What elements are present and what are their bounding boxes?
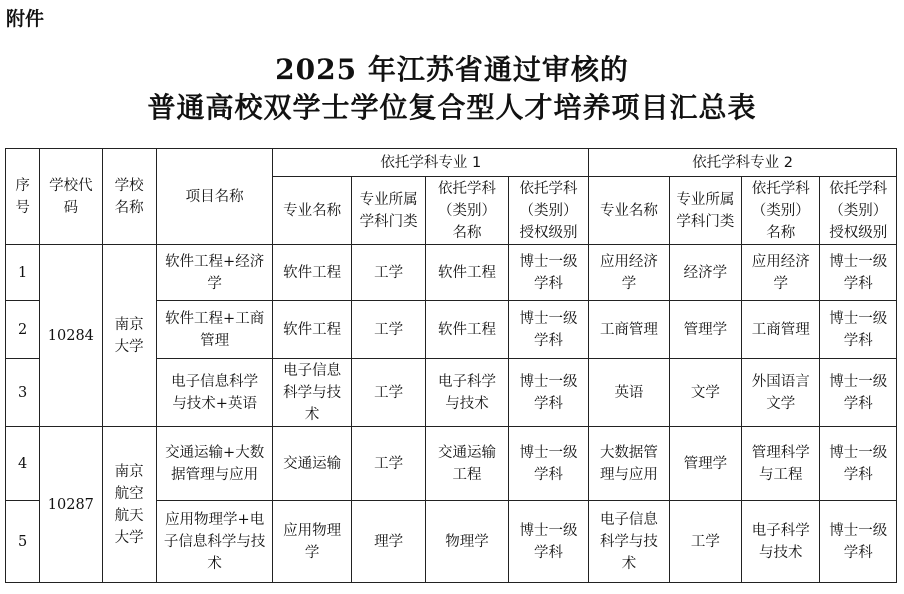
cell-major-2: 应用经济学: [589, 245, 669, 301]
cell-discipline-1: 软件工程: [426, 301, 508, 359]
table-row: [6, 245, 897, 301]
cell-level-2: 博士一级学科: [820, 427, 897, 501]
cell-seq: 3: [6, 359, 40, 427]
cell-school-code: 10287: [40, 427, 102, 583]
header-major-category-2: 专业所属学科门类: [669, 177, 741, 245]
cell-level-2: 博士一级学科: [820, 245, 897, 301]
header-major-name-2: 专业名称: [589, 177, 669, 245]
attachment-label: 附件: [6, 8, 45, 30]
cell-level-1: 博士一级学科: [508, 359, 588, 427]
header-row-groups: [6, 149, 897, 177]
cell-seq: 1: [6, 245, 40, 301]
cell-level-2: 博士一级学科: [820, 501, 897, 583]
cell-major-2: 英语: [589, 359, 669, 427]
cell-category-1: 理学: [351, 501, 425, 583]
header-major-name-1: 专业名称: [273, 177, 351, 245]
cell-discipline-1: 交通运输工程: [426, 427, 508, 501]
cell-project: 交通运输+大数据管理与应用: [156, 427, 273, 501]
header-school-name: 学校名称: [102, 149, 156, 245]
cell-major-1: 软件工程: [273, 245, 351, 301]
header-school-code: 学校代码: [40, 149, 102, 245]
cell-category-2: 管理学: [669, 301, 741, 359]
cell-school-name: 南京大学: [102, 245, 156, 427]
header-auth-level-2: 依托学科（类别）授权级别: [820, 177, 897, 245]
header-group1: 依托学科专业 1: [273, 149, 589, 177]
cell-seq: 5: [6, 501, 40, 583]
header-seq: 序号: [6, 149, 40, 245]
header-major-category-1: 专业所属学科门类: [351, 177, 425, 245]
cell-level-1: 博士一级学科: [508, 427, 588, 501]
cell-project: 软件工程+工商管理: [156, 301, 273, 359]
cell-major-1: 电子信息科学与技术: [273, 359, 351, 427]
cell-major-1: 交通运输: [273, 427, 351, 501]
cell-major-2: 工商管理: [589, 301, 669, 359]
header-auth-level-1: 依托学科（类别）授权级别: [508, 177, 588, 245]
cell-level-1: 博士一级学科: [508, 301, 588, 359]
cell-discipline-2: 应用经济学: [742, 245, 820, 301]
cell-level-1: 博士一级学科: [508, 245, 588, 301]
cell-category-1: 工学: [351, 301, 425, 359]
cell-major-1: 软件工程: [273, 301, 351, 359]
cell-discipline-1: 电子科学与技术: [426, 359, 508, 427]
cell-category-2: 经济学: [669, 245, 741, 301]
header-discipline-name-2: 依托学科（类别）名称: [742, 177, 820, 245]
cell-discipline-1: 软件工程: [426, 245, 508, 301]
header-project-name: 项目名称: [156, 149, 273, 245]
cell-project: 软件工程+经济学: [156, 245, 273, 301]
cell-discipline-1: 物理学: [426, 501, 508, 583]
cell-major-1: 应用物理学: [273, 501, 351, 583]
document-title-line1: 2025 年江苏省通过审核的: [275, 53, 629, 86]
document-title-line2: 普通高校双学士学位复合型人才培养项目汇总表: [147, 91, 757, 124]
cell-discipline-2: 工商管理: [742, 301, 820, 359]
cell-project: 应用物理学+电子信息科学与技术: [156, 501, 273, 583]
cell-category-1: 工学: [351, 359, 425, 427]
cell-seq: 4: [6, 427, 40, 501]
cell-discipline-2: 电子科学与技术: [742, 501, 820, 583]
cell-category-2: 文学: [669, 359, 741, 427]
header-group2: 依托学科专业 2: [589, 149, 897, 177]
cell-discipline-2: 外国语言文学: [742, 359, 820, 427]
cell-school-code: 10284: [40, 245, 102, 427]
cell-level-2: 博士一级学科: [820, 301, 897, 359]
cell-major-2: 大数据管理与应用: [589, 427, 669, 501]
cell-project: 电子信息科学与技术+英语: [156, 359, 273, 427]
project-summary-table: [5, 148, 897, 583]
cell-category-1: 工学: [351, 427, 425, 501]
cell-seq: 2: [6, 301, 40, 359]
cell-category-2: 工学: [669, 501, 741, 583]
cell-category-2: 管理学: [669, 427, 741, 501]
table-row: [6, 427, 897, 501]
header-discipline-name-1: 依托学科（类别）名称: [426, 177, 508, 245]
cell-discipline-2: 管理科学与工程: [742, 427, 820, 501]
cell-level-1: 博士一级学科: [508, 501, 588, 583]
cell-major-2: 电子信息科学与技术: [589, 501, 669, 583]
cell-school-name: 南京航空航天大学: [102, 427, 156, 583]
cell-category-1: 工学: [351, 245, 425, 301]
cell-level-2: 博士一级学科: [820, 359, 897, 427]
